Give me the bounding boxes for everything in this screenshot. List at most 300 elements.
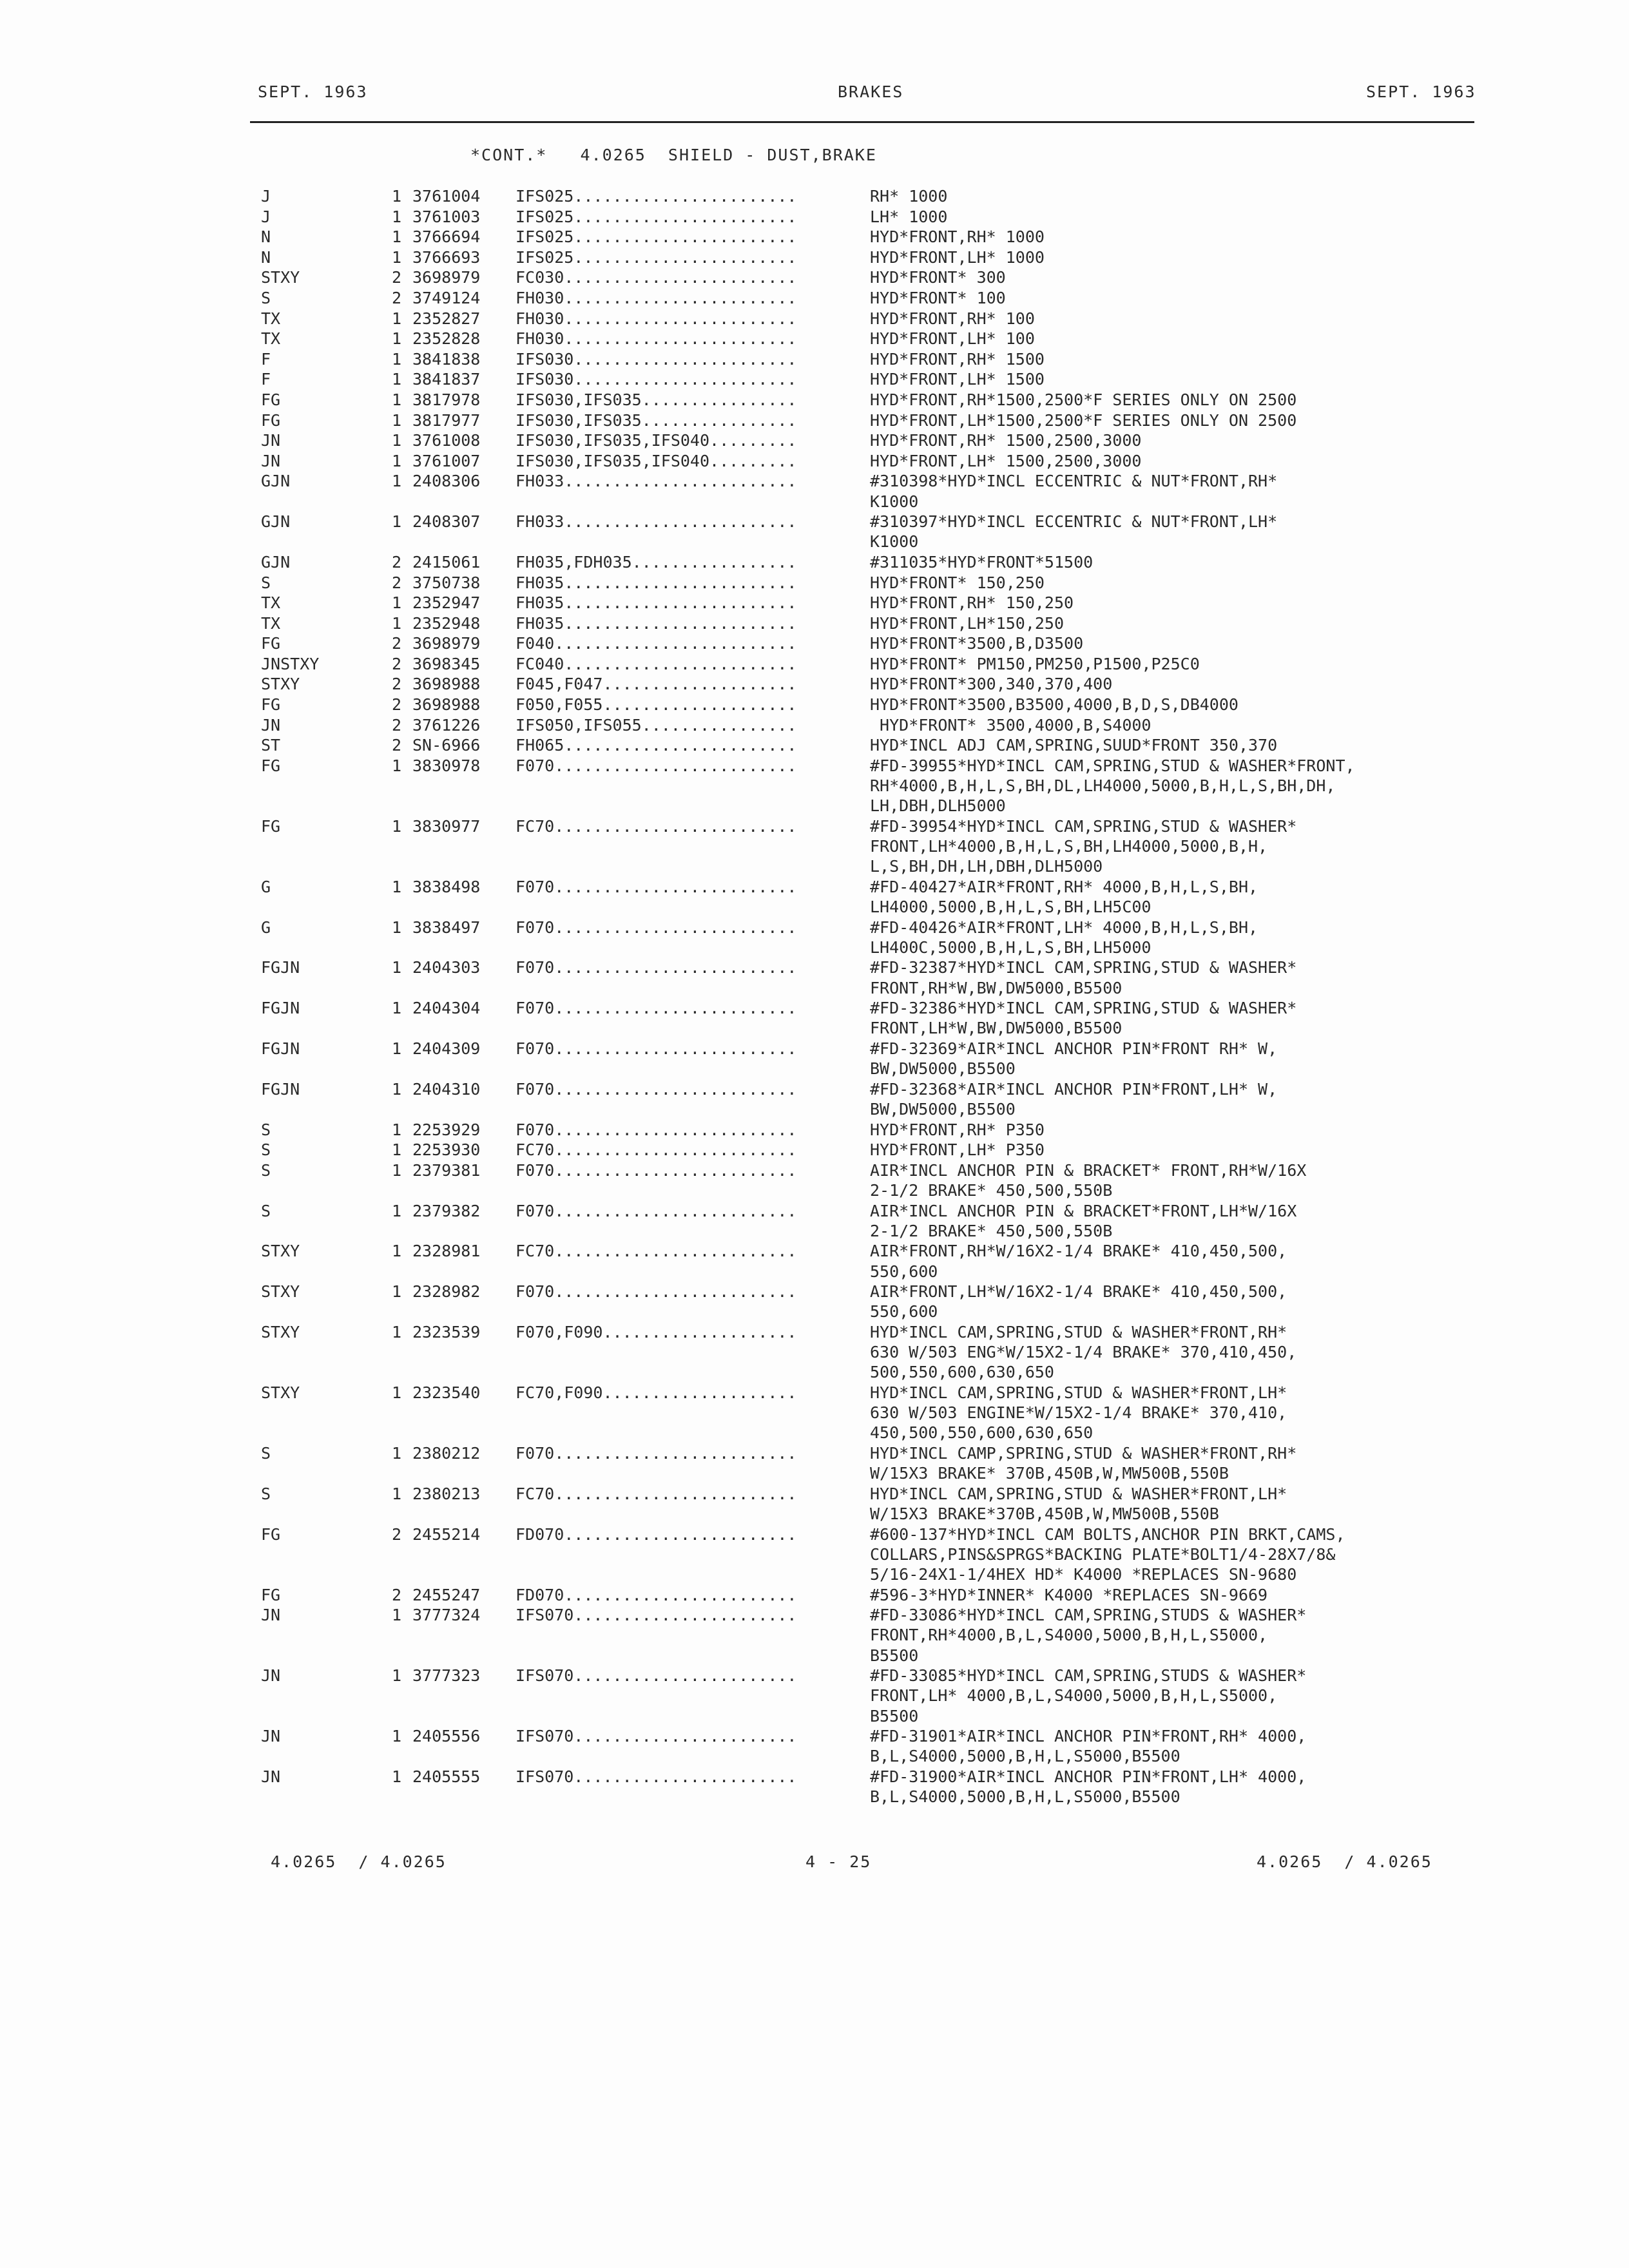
entry-description-line: HYD*FRONT,RH*1500,2500*F SERIES ONLY ON 2500 [870,390,1297,409]
entry-part-number: 3698979 [412,634,481,653]
entry-model-codes: FC040........................ [516,654,797,673]
entry-description-line: HYD*FRONT,LH* 1500,2500,3000 [870,451,1142,470]
entry-usage-code: FG [261,390,281,409]
entry-description-line: AIR*FRONT,RH*W/16X2-1/4 BRAKE* 410,450,500, [870,1242,1287,1261]
entry-part-number: 2253930 [412,1140,481,1160]
entry-description-line: B,L,S4000,5000,B,H,L,S5000,B5500 [870,1747,1181,1766]
entry-model-codes: F050,F055.................... [516,695,797,715]
entry-part-number: 2328982 [412,1282,481,1302]
entry-description-line: #FD-32386*HYD*INCL CAM,SPRING,STUD & WASHER* [870,999,1297,1018]
entry-description-line: #FD-32368*AIR*INCL ANCHOR PIN*FRONT,LH* W, [870,1079,1278,1099]
entry-quantity: 1 [392,1242,402,1261]
entry-model-codes: FC70......................... [516,1140,797,1160]
entry-usage-code: JN [261,1727,281,1746]
entry-quantity: 1 [392,999,402,1018]
entry-model-codes: F045,F047.................... [516,675,797,694]
entry-model-codes: IFS030....................... [516,370,797,389]
entry-quantity: 1 [392,1444,402,1463]
entry-part-number: 2380212 [412,1444,481,1463]
entry-part-number: 2379381 [412,1160,481,1180]
entry-quantity: 1 [392,918,402,937]
entry-model-codes: IFS070....................... [516,1666,797,1686]
entry-usage-code: TX [261,593,281,613]
entry-part-number: 3838498 [412,877,481,896]
entry-model-codes: IFS025....................... [516,187,797,206]
entry-usage-code: FGJN [261,958,300,977]
entry-model-codes: F070......................... [516,756,797,775]
entry-description-line: HYD*FRONT,RH* 1500,2500,3000 [870,431,1142,450]
entry-part-number: 3749124 [412,288,481,307]
entry-description-line: HYD*INCL CAMP,SPRING,STUD & WASHER*FRONT,RH* [870,1444,1297,1463]
parts-entry [0,1039,1629,1080]
entry-description-line: #FD-40427*AIR*FRONT,RH* 4000,B,H,L,S,BH, [870,877,1258,896]
entry-part-number: 3698345 [412,654,481,673]
entry-description-line: HYD*FRONT* PM150,PM250,P1500,P25C0 [870,654,1200,673]
entry-description-line: #596-3*HYD*INNER* K4000 *REPLACES SN-9669 [870,1585,1268,1604]
parts-entry [0,817,1629,878]
entry-usage-code: FG [261,1585,281,1604]
entry-model-codes: F070......................... [516,1120,797,1139]
entry-usage-code: ST [261,736,281,755]
entry-description-line: HYD*INCL CAM,SPRING,STUD & WASHER*FRONT,LH* [870,1484,1287,1503]
entry-part-number: 3761008 [412,431,481,450]
entry-description-line: LH,DBH,DLH5000 [870,796,1006,816]
parts-entry [0,736,1629,756]
entry-description-line: FRONT,LH* 4000,B,L,S4000,5000,B,H,L,S5000, [870,1686,1278,1706]
entry-part-number: 3761003 [412,207,481,226]
entry-usage-code: J [261,207,271,226]
entry-part-number: 2404310 [412,1079,481,1099]
entry-quantity: 2 [392,552,402,572]
entry-usage-code: STXY [261,1323,300,1341]
entry-quantity: 1 [392,1323,402,1341]
entry-usage-code: G [261,918,271,937]
parts-entry [0,512,1629,553]
entry-part-number: 3761004 [412,187,481,206]
parts-entry [0,390,1629,411]
entry-usage-code: S [261,1484,271,1503]
entry-quantity: 1 [392,472,402,491]
entry-usage-code: FG [261,410,281,430]
parts-entry [0,1120,1629,1141]
entry-description-line: HYD*FRONT* 100 [870,288,1006,307]
entry-model-codes: IFS070....................... [516,1767,797,1786]
entry-usage-code: N [261,247,271,267]
entry-quantity: 2 [392,715,402,735]
entry-description-line: HYD*FRONT*3500,B3500,4000,B,D,S,DB4000 [870,695,1239,715]
entry-model-codes: IFS070....................... [516,1606,797,1625]
entry-usage-code: FG [261,816,281,836]
entry-description-line: HYD*FRONT*300,340,370,400 [870,675,1113,694]
entry-quantity: 1 [392,1727,402,1746]
entry-part-number: 2323540 [412,1383,481,1402]
entry-usage-code: JNSTXY [261,654,320,673]
entry-description-line: RH*4000,B,H,L,S,BH,DL,LH4000,5000,B,H,L,S,BH,DH, [870,776,1336,796]
entry-description-line: W/15X3 BRAKE*370B,450B,W,MW500B,550B [870,1504,1219,1523]
entry-description-line: 2-1/2 BRAKE* 450,500,550B [870,1181,1113,1200]
entry-quantity: 2 [392,268,402,287]
entry-usage-code: STXY [261,1242,300,1261]
entry-description-line: B5500 [870,1646,919,1665]
entry-part-number: 3766693 [412,247,481,267]
entry-usage-code: JN [261,715,281,735]
parts-entry [0,695,1629,716]
entry-quantity: 1 [392,390,402,409]
entry-quantity: 1 [392,1666,402,1686]
parts-entry [0,350,1629,370]
entry-model-codes: IFS030,IFS035................ [516,410,797,430]
entry-part-number: 2253929 [412,1120,481,1139]
parts-list [0,187,1629,1808]
parts-entry [0,187,1629,207]
entry-description-line: 550,600 [870,1262,938,1281]
entry-usage-code: JN [261,1606,281,1625]
entry-description-line: #311035*HYD*FRONT*51500 [870,552,1094,572]
entry-description-line: AIR*FRONT,LH*W/16X2-1/4 BRAKE* 410,450,500, [870,1282,1287,1302]
parts-entry [0,1080,1629,1120]
entry-description-line: #310398*HYD*INCL ECCENTRIC & NUT*FRONT,RH* [870,472,1278,491]
parts-entry [0,999,1629,1039]
entry-description-line: HYD*FRONT,RH* 1500 [870,349,1045,369]
entry-usage-code: TX [261,613,281,633]
entry-description-line: HYD*FRONT,LH* P350 [870,1140,1045,1160]
entry-description-line: LH400C,5000,B,H,L,S,BH,LH5000 [870,937,1152,957]
entry-description-line: LH* 1000 [870,207,948,226]
entry-model-codes: FC70......................... [516,816,797,836]
entry-quantity: 1 [392,512,402,532]
entry-quantity: 2 [392,634,402,653]
entry-usage-code: G [261,877,271,896]
entry-quantity: 1 [392,329,402,349]
entry-part-number: 3841837 [412,370,481,389]
entry-part-number: 2455247 [412,1585,481,1604]
entry-part-number: 3841838 [412,349,481,369]
entry-model-codes: FH030........................ [516,309,797,328]
entry-model-codes: F070,F090.................... [516,1323,797,1341]
entry-quantity: 2 [392,675,402,694]
entry-quantity: 1 [392,1160,402,1180]
entry-usage-code: TX [261,329,281,349]
entry-usage-code: S [261,1201,271,1220]
parts-entry [0,370,1629,390]
entry-description-line: HYD*INCL ADJ CAM,SPRING,SUUD*FRONT 350,370 [870,736,1278,755]
entry-part-number: 2380213 [412,1484,481,1503]
entry-description-line: 450,500,550,600,630,650 [870,1423,1094,1443]
entry-usage-code: S [261,1140,271,1160]
parts-entry [0,756,1629,817]
entry-quantity: 1 [392,816,402,836]
entry-description-line: FRONT,LH*W,BW,DW5000,B5500 [870,1019,1123,1038]
entry-usage-code: J [261,187,271,206]
entry-model-codes: F070......................... [516,918,797,937]
entry-description-line: #FD-39955*HYD*INCL CAM,SPRING,STUD & WASHER*FRONT, [870,756,1355,775]
entry-usage-code: FGJN [261,1039,300,1059]
entry-usage-code: STXY [261,1282,300,1302]
entry-usage-code: FG [261,1524,281,1544]
parts-entry [0,655,1629,675]
entry-part-number: 2455214 [412,1524,481,1544]
header-section-title: BRAKES [838,82,904,101]
entry-usage-code: JN [261,1666,281,1686]
entry-usage-code: FGJN [261,1079,300,1099]
parts-entry [0,1727,1629,1767]
entry-model-codes: F040......................... [516,634,797,653]
entry-quantity: 2 [392,573,402,592]
entry-description-line: 550,600 [870,1302,938,1321]
entry-quantity: 1 [392,1201,402,1220]
parts-entry [0,634,1629,655]
entry-description-line: #FD-31901*AIR*INCL ANCHOR PIN*FRONT,RH* 4000, [870,1727,1307,1746]
entry-usage-code: GJN [261,472,291,491]
entry-part-number: 3761226 [412,715,481,735]
entry-model-codes: F070......................... [516,958,797,977]
entry-usage-code: STXY [261,268,300,287]
entry-description-line: BW,DW5000,B5500 [870,1059,1016,1079]
entry-part-number: 2328981 [412,1242,481,1261]
entry-description-line: AIR*INCL ANCHOR PIN & BRACKET*FRONT,LH*W/16X [870,1201,1297,1220]
header-rule [250,121,1474,123]
entry-quantity: 1 [392,756,402,775]
entry-quantity: 1 [392,1282,402,1302]
entry-usage-code: S [261,1444,271,1463]
entry-quantity: 1 [392,207,402,226]
parts-entry [0,1525,1629,1586]
entry-part-number: 3777323 [412,1666,481,1686]
parts-entry [0,1202,1629,1242]
entry-usage-code: STXY [261,1383,300,1402]
entry-description-line: HYD*FRONT,LH*150,250 [870,613,1065,633]
entry-usage-code: F [261,370,271,389]
footer-reference-right: 4.0265 / 4.0265 [1257,1852,1432,1871]
entry-part-number: 2352828 [412,329,481,349]
entry-part-number: 2352948 [412,613,481,633]
entry-description-line: HYD*FRONT,LH*1500,2500*F SERIES ONLY ON 2500 [870,410,1297,430]
entry-quantity: 1 [392,1039,402,1059]
entry-description-line: #FD-40426*AIR*FRONT,LH* 4000,B,H,L,S,BH, [870,918,1258,937]
parts-entry [0,411,1629,432]
entry-usage-code: FGJN [261,999,300,1018]
entry-description-line: HYD*INCL CAM,SPRING,STUD & WASHER*FRONT,RH* [870,1323,1287,1341]
entry-quantity: 1 [392,1767,402,1786]
entry-model-codes: F070......................... [516,877,797,896]
entry-description-line: W/15X3 BRAKE* 370B,450B,W,MW500B,550B [870,1464,1229,1483]
entry-description-line: HYD*FRONT,RH* 1000 [870,227,1045,247]
parts-entry [0,573,1629,594]
entry-quantity: 1 [392,187,402,206]
entry-description-line: #310397*HYD*INCL ECCENTRIC & NUT*FRONT,LH* [870,512,1278,532]
entry-description-line: 2-1/2 BRAKE* 450,500,550B [870,1221,1113,1240]
entry-model-codes: IFS025....................... [516,207,797,226]
entry-description-line: #FD-32369*AIR*INCL ANCHOR PIN*FRONT RH* W, [870,1039,1278,1059]
parts-entry [0,309,1629,330]
entry-part-number: 2405555 [412,1767,481,1786]
entry-quantity: 1 [392,349,402,369]
entry-part-number: 3766694 [412,227,481,247]
parts-entry [0,614,1629,635]
header-date-left: SEPT. 1963 [258,82,368,101]
entry-description-line: B5500 [870,1706,919,1725]
entry-part-number: 3761007 [412,451,481,470]
entry-model-codes: IFS050,IFS055................ [516,715,797,735]
entry-description-line: HYD*FRONT* 150,250 [870,573,1045,592]
entry-part-number: 2404304 [412,999,481,1018]
parts-entry [0,1383,1629,1444]
entry-model-codes: FH035........................ [516,613,797,633]
entry-quantity: 1 [392,1079,402,1099]
entry-part-number: 2352947 [412,593,481,613]
entry-description-line: HYD*FRONT* 3500,4000,B,S4000 [870,715,1152,735]
entry-usage-code: F [261,349,271,369]
entry-quantity: 1 [392,1120,402,1139]
entry-description-line: HYD*FRONT,RH* 150,250 [870,593,1074,613]
parts-entry [0,1485,1629,1525]
parts-entry [0,1767,1629,1808]
entry-part-number: 2323539 [412,1323,481,1341]
parts-entry [0,716,1629,736]
entry-model-codes: FH030........................ [516,329,797,349]
entry-quantity: 1 [392,1606,402,1625]
entry-model-codes: F070......................... [516,1079,797,1099]
entry-description-line: B,L,S4000,5000,B,H,L,S5000,B5500 [870,1787,1181,1807]
entry-quantity: 2 [392,1524,402,1544]
entry-part-number: 2405556 [412,1727,481,1746]
entry-part-number: 3817977 [412,410,481,430]
entry-part-number: 2415061 [412,552,481,572]
entry-part-number: 2408307 [412,512,481,532]
entry-part-number: 3817978 [412,390,481,409]
entry-model-codes: FH035........................ [516,593,797,613]
entry-usage-code: STXY [261,675,300,694]
entry-usage-code: S [261,288,271,307]
entry-model-codes: IFS025....................... [516,247,797,267]
header-date-right: SEPT. 1963 [1366,82,1476,101]
parts-entry [0,289,1629,309]
entry-description-line: HYD*FRONT,RH* P350 [870,1120,1045,1139]
parts-entry [0,918,1629,959]
parts-entry [0,1242,1629,1282]
parts-entry [0,207,1629,228]
entry-description-line: HYD*FRONT,LH* 1500 [870,370,1045,389]
parts-entry [0,553,1629,573]
entry-part-number: 2379382 [412,1201,481,1220]
parts-entry [0,593,1629,614]
entry-quantity: 1 [392,593,402,613]
entry-model-codes: FH030........................ [516,288,797,307]
parts-entry [0,1666,1629,1727]
parts-entry [0,1282,1629,1323]
entry-quantity: 1 [392,247,402,267]
entry-description-line: FRONT,RH*W,BW,DW5000,B5500 [870,978,1123,997]
entry-quantity: 1 [392,227,402,247]
entry-description-line: HYD*INCL CAM,SPRING,STUD & WASHER*FRONT,LH* [870,1383,1287,1402]
entry-description-line: 630 W/503 ENG*W/15X2-1/4 BRAKE* 370,410,450, [870,1343,1297,1362]
entry-part-number: 2404309 [412,1039,481,1059]
entry-description-line: HYD*FRONT* 300 [870,268,1006,287]
entry-part-number: 3698988 [412,695,481,715]
entry-usage-code: S [261,573,271,592]
entry-part-number: 3750738 [412,573,481,592]
entry-part-number: 2408306 [412,472,481,491]
entry-description-line: FRONT,RH*4000,B,L,S4000,5000,B,H,L,S5000, [870,1626,1268,1645]
entry-quantity: 2 [392,654,402,673]
entry-quantity: 1 [392,370,402,389]
entry-usage-code: N [261,227,271,247]
entry-part-number: SN-6966 [412,736,481,755]
entry-quantity: 1 [392,877,402,896]
entry-model-codes: FH033........................ [516,512,797,532]
parts-entry [0,1140,1629,1161]
entry-quantity: 1 [392,309,402,328]
entry-description-line: #FD-32387*HYD*INCL CAM,SPRING,STUD & WASHER* [870,958,1297,977]
entry-model-codes: FH033........................ [516,472,797,491]
parts-entry [0,878,1629,918]
parts-entry [0,1586,1629,1606]
parts-entry [0,431,1629,452]
entry-quantity: 1 [392,410,402,430]
entry-description-line: FRONT,LH*4000,B,H,L,S,BH,LH4000,5000,B,H, [870,837,1268,856]
entry-model-codes: FH035........................ [516,573,797,592]
entry-model-codes: FC030........................ [516,268,797,287]
entry-description-line: HYD*FRONT,LH* 1000 [870,247,1045,267]
entry-description-line: COLLARS,PINS&SPRGS*BACKING PLATE*BOLT1/4-28X7/8& [870,1544,1336,1564]
entry-model-codes: F070......................... [516,1282,797,1302]
parts-entry [0,248,1629,269]
entry-usage-code: JN [261,451,281,470]
entry-usage-code: S [261,1160,271,1180]
entry-model-codes: IFS030....................... [516,349,797,369]
entry-model-codes: FH035,FDH035................. [516,552,797,572]
entry-model-codes: IFS070....................... [516,1727,797,1746]
entry-part-number: 2404303 [412,958,481,977]
entry-description-line: LH4000,5000,B,H,L,S,BH,LH5C00 [870,898,1152,917]
entry-model-codes: F070......................... [516,1039,797,1059]
entry-part-number: 3830978 [412,756,481,775]
entry-model-codes: IFS030,IFS035,IFS040......... [516,431,797,450]
entry-description-line: #FD-33086*HYD*INCL CAM,SPRING,STUDS & WASHER* [870,1606,1307,1625]
parts-entry [0,268,1629,289]
entry-model-codes: FC70,F090.................... [516,1383,797,1402]
entry-usage-code: GJN [261,512,291,532]
entry-quantity: 1 [392,958,402,977]
entry-model-codes: IFS025....................... [516,227,797,247]
footer-page-number: 4 - 25 [805,1852,872,1871]
entry-description-line: #FD-33085*HYD*INCL CAM,SPRING,STUDS & WASHER* [870,1666,1307,1686]
entry-quantity: 2 [392,736,402,755]
entry-description-line: AIR*INCL ANCHOR PIN & BRACKET* FRONT,RH*W/16X [870,1160,1307,1180]
entry-model-codes: IFS030,IFS035,IFS040......... [516,451,797,470]
entry-description-line: 500,550,600,630,650 [870,1363,1054,1382]
entry-model-codes: FH065........................ [516,736,797,755]
entry-model-codes: F070......................... [516,1160,797,1180]
parts-entry [0,1161,1629,1202]
entry-model-codes: IFS030,IFS035................ [516,390,797,409]
entry-description-line: L,S,BH,DH,LH,DBH,DLH5000 [870,857,1103,876]
entry-usage-code: JN [261,1767,281,1786]
parts-entry [0,1606,1629,1666]
entry-model-codes: FC70......................... [516,1242,797,1261]
entry-model-codes: F070......................... [516,1444,797,1463]
entry-model-codes: FD070........................ [516,1524,797,1544]
parts-entry [0,452,1629,472]
parts-entry [0,329,1629,350]
entry-description-line: HYD*FRONT,RH* 100 [870,309,1035,328]
entry-model-codes: FD070........................ [516,1585,797,1604]
entry-model-codes: F070......................... [516,1201,797,1220]
entry-description-line: HYD*FRONT,LH* 100 [870,329,1035,349]
entry-part-number: 3698979 [412,268,481,287]
entry-description-line: 630 W/503 ENGINE*W/15X2-1/4 BRAKE* 370,410, [870,1403,1287,1423]
entry-usage-code: GJN [261,552,291,572]
